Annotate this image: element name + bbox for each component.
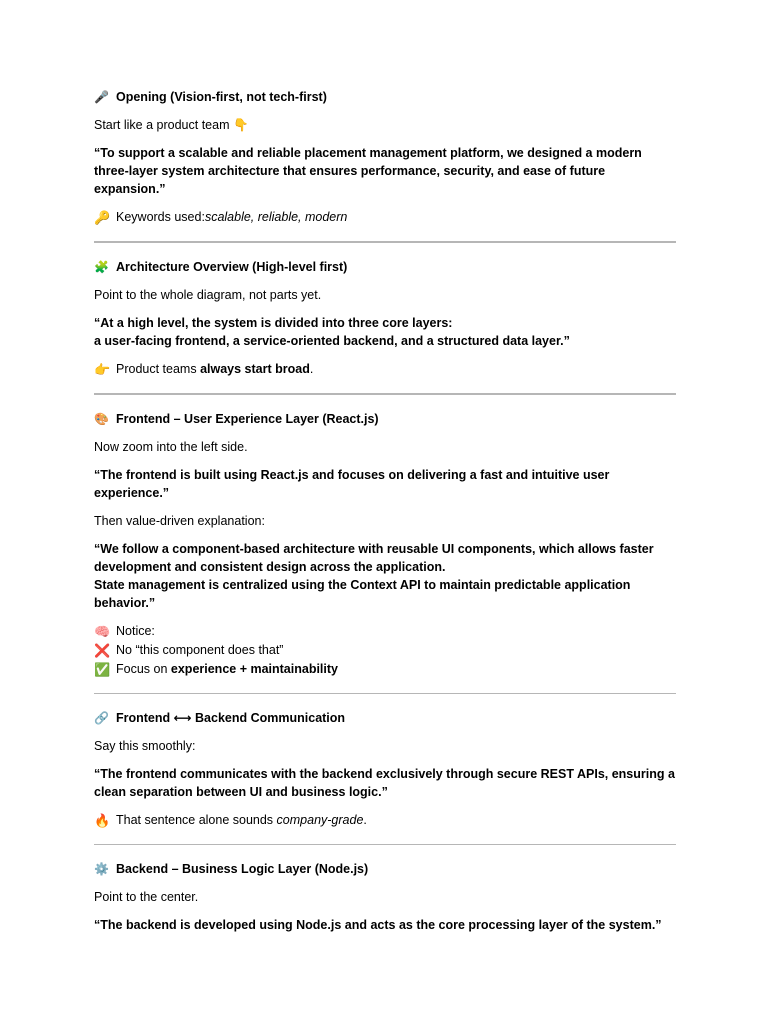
- checklist-item: [94, 641, 676, 660]
- quote: [94, 540, 676, 612]
- checklist: [94, 622, 676, 679]
- quote-line: three-layer system architecture that ensures performance, security, and ease of future expansion.”: [94, 164, 606, 196]
- section-heading: [94, 709, 676, 727]
- quote-line: State management is centralized using the Context API to maintain predictable application: [94, 578, 631, 592]
- check-mark-icon: ✅: [94, 662, 111, 677]
- heading-text: Backend – Business Logic Layer (Node.js): [116, 862, 369, 876]
- note-em: company-grade: [276, 813, 364, 827]
- fire-icon: 🔥: [94, 813, 111, 828]
- note: [94, 811, 676, 830]
- quote: [94, 466, 676, 502]
- section-divider: [94, 393, 676, 395]
- section-heading: [94, 860, 676, 878]
- quote-line: “The frontend communicates with the backend exclusively through secure REST APIs, ensuring a: [94, 767, 675, 781]
- section-heading: [94, 410, 676, 428]
- quote-line: “We follow a component-based architecture with reusable UI components, which allows faster: [94, 542, 654, 556]
- heading-text: Opening (Vision-first, not tech-first): [116, 90, 327, 104]
- checklist-item: [94, 622, 676, 641]
- section-architecture-overview: [94, 258, 676, 379]
- note-prefix: Keywords used:: [116, 210, 205, 224]
- intro-line: [94, 116, 676, 134]
- note-bold: always start broad: [200, 362, 310, 376]
- checklist-text-prefix: Focus on: [116, 662, 168, 676]
- puzzle-piece-icon: 🧩: [94, 260, 109, 274]
- quote: [94, 765, 676, 801]
- note: [94, 360, 676, 379]
- heading-text: Frontend ⟷ Backend Communication: [116, 711, 346, 725]
- quote-line: behavior.”: [94, 596, 156, 610]
- note-suffix: .: [309, 362, 314, 376]
- pointing-down-icon: 👇: [232, 118, 249, 132]
- quote-line: clean separation between UI and business logic.”: [94, 785, 388, 799]
- palette-icon: 🎨: [94, 412, 109, 426]
- note-suffix: .: [363, 813, 367, 827]
- section-opening: [94, 88, 676, 227]
- quote: [94, 314, 676, 350]
- intro-line: Now zoom into the left side.: [94, 440, 248, 454]
- section-divider: [94, 844, 676, 845]
- section-heading: [94, 258, 676, 276]
- heading-text: Frontend – User Experience Layer (React.js): [116, 412, 379, 426]
- quote-line: development and consistent design across the application.: [94, 560, 446, 574]
- gear-icon: ⚙️: [94, 862, 109, 876]
- section-divider: [94, 693, 676, 694]
- intro-text: Start like a product team: [94, 118, 230, 132]
- intro-line: Point to the center.: [94, 890, 199, 904]
- note: [94, 208, 676, 227]
- brain-icon: 🧠: [94, 624, 111, 639]
- checklist-item: [94, 660, 676, 679]
- checklist-text-bold: experience + maintainability: [170, 662, 338, 676]
- section-frontend: [94, 410, 676, 679]
- pointing-right-icon: 👉: [94, 362, 111, 377]
- key-icon: 🔑: [94, 210, 111, 225]
- quote-line: “To support a scalable and reliable placement management platform, we designed a modern: [94, 146, 642, 160]
- section-frontend-backend-communication: [94, 709, 676, 830]
- note-prefix: That sentence alone sounds: [116, 813, 274, 827]
- intro-line: Then value-driven explanation:: [94, 514, 265, 528]
- intro-line: Point to the whole diagram, not parts yet.: [94, 288, 322, 302]
- checklist-text: Notice:: [116, 624, 155, 638]
- heading-text: Architecture Overview (High-level first): [116, 260, 348, 274]
- quote-line: “The backend is developed using Node.js and acts as the core processing layer of the system.”: [94, 918, 662, 932]
- quote-line: “At a high level, the system is divided into three core layers:: [94, 316, 453, 330]
- microphone-icon: 🎤: [94, 90, 109, 104]
- quote: [94, 916, 676, 934]
- section-divider: [94, 241, 676, 243]
- intro-line: Say this smoothly:: [94, 739, 196, 753]
- checklist-text: No “this component does that”: [116, 643, 284, 657]
- quote: [94, 144, 676, 198]
- section-backend: [94, 860, 676, 934]
- note-prefix: Product teams: [116, 362, 197, 376]
- quote-line: “The frontend is built using React.js and focuses on delivering a fast and intuitive user experience.”: [94, 468, 610, 500]
- link-icon: 🔗: [94, 711, 109, 725]
- quote-line: a user-facing frontend, a service-oriented backend, and a structured data layer.”: [94, 334, 570, 348]
- document-content: [94, 88, 676, 944]
- note-keywords: scalable, reliable, modern: [204, 210, 348, 224]
- cross-mark-icon: ❌: [94, 643, 111, 658]
- section-heading: [94, 88, 676, 106]
